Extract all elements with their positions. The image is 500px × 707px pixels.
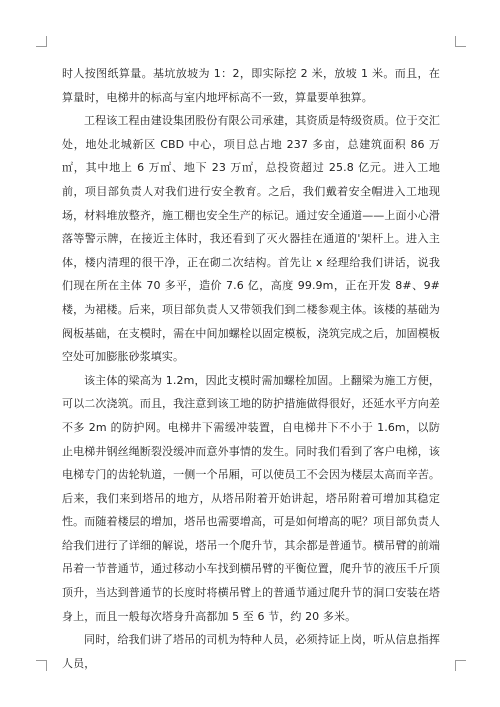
paragraph-2: 工程该工程由建设集团股份有限公司承建，其资质是特级资质。位于交汇处，地处北城新区 CBD 中心，项目总占地 237 多亩，总建筑面积 86 万㎡，其中地上 6 万㎡、地下 23 万㎡，总投资超过 25.8 亿元。进入工地前，项目部负责人对我们进行安全教育。之后，我们戴着安全帽进入工地现场，材料堆放整齐，施工棚也安全生产的标记。通过安全通道——上面小心滑落等警示牌，在接近主体时，我还看到了灭火器挂在通道的'架杆上。进入主体，楼内清理的很干净，正在砌二次结构。首先让 x 经理给我们讲话，说我们现在所在主体 70 多平，造价 7.6 亿，高度 99.9m，正在开发 8#、9#楼，为裙楼。后来，项目部负责人又带领我们到二楼参观主体。该楼的基础为阀板基础，在支模时，需在中间加螺栓以固定模板，浇筑完成之后，加固模板空处可加膨胀砂浆填实。 [62,114,440,364]
crop-mark-bottom-right [455,660,466,671]
crop-mark-top-left [36,36,47,47]
crop-mark-top-right [455,36,466,47]
crop-mark-bottom-left [36,660,47,671]
paragraph-4: 同时，给我们讲了塔吊的司机为特种人员，必须持证上岗，听从信息指挥人员， [62,633,440,670]
paragraph-3: 该主体的梁高为 1.2m，因此支模时需加螺栓加固。上翻梁为施工方便，可以二次浇筑。而且，我注意到该工地的防护措施做得很好，还延水平方向差不多 2m 的防护网。电梯井下需缓冲装置，自电梯井下不小于 1.6m，以防止电梯井钢丝绳断裂没缓冲而意外事情的发生。同时我们看到了客户电梯，该电梯专门的齿轮轨道，一侧一个吊厢，可以使员工不会因为楼层太高而辛苦。后来，我们来到塔吊的地方，从塔吊附着开始讲起，塔吊附着可增加其稳定性。而随着楼层的增加，塔吊也需要增高，可是如何增高的呢？项目部负责人给我们进行了详细的解说，塔吊一个爬升节，其余都是普通节。横吊臂的前端吊着一节普通节，通过移动小车找到横吊臂的平衡位置，爬升节的液压千斤顶顶升，当达到普通节的长度时将横吊臂上的普通节通过爬升节的洞口安装在塔身上，而且一般每次塔身升高都加 5 至 6 节，约 20 多米。 [62,373,440,623]
document-body [62,62,440,675]
paragraph-1: 时人按图纸算量。基坑放坡为 1：2，即实际挖 2 米，放坡 1 米。而且，在算量时，电梯井的标高与室内地坪标高不一致，算量要单独算。 [62,67,440,104]
